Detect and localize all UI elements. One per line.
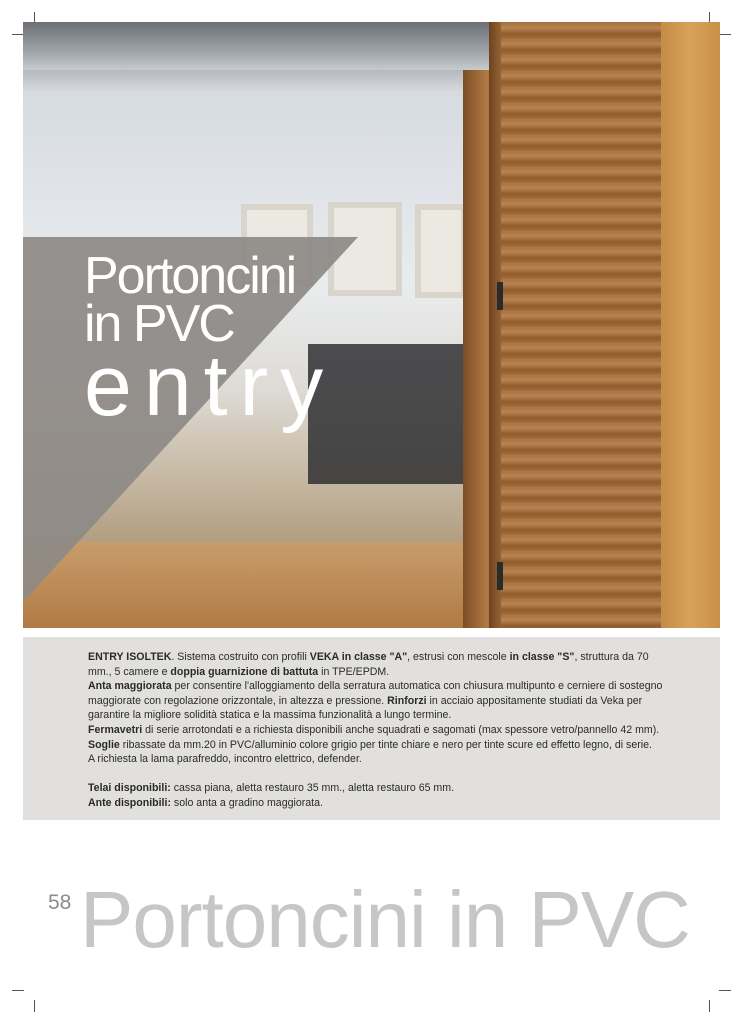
hero-title-line2: in PVC [84, 295, 234, 353]
bold-text: Anta maggiorata [88, 680, 172, 693]
paragraph-system [88, 650, 670, 679]
paragraph-telai [88, 781, 670, 796]
hinge [497, 282, 503, 310]
bold-text: Ante disponibili: [88, 796, 171, 809]
crop-mark [34, 1000, 35, 1012]
text: in TPE/EPDM. [318, 665, 390, 678]
section-title: Portoncini in PVC [80, 875, 690, 964]
crop-mark [12, 990, 24, 991]
bold-text: doppia guarnizione di battuta [170, 665, 319, 678]
awning-rail [23, 70, 493, 92]
crop-mark [719, 990, 731, 991]
paragraph-richiesta [88, 752, 670, 767]
paragraph-fermavetri [88, 723, 670, 738]
text: ribassate da mm.20 in PVC/alluminio colore grigio per tinte chiare e nero per tinte scure ed effetto legno, di serie. [119, 738, 652, 751]
exterior-wall [661, 22, 720, 628]
paragraph-ante [88, 796, 670, 811]
wall-picture [415, 204, 467, 298]
text: di serie arrotondati e a richiesta disponibili anche squadrati e sagomati (max spessore vetro/pannello 42 mm). [142, 723, 660, 736]
text: , struttura da 70 mm., 5 camere e [88, 651, 649, 678]
text: cassa piana, aletta restauro 35 mm., aletta restauro 65 mm. [170, 782, 455, 795]
hinge [497, 562, 503, 590]
hero-title-line1: Portoncini [84, 247, 296, 305]
bold-text: Soglie [88, 738, 120, 751]
crop-mark [719, 34, 731, 35]
text: . Sistema costruito con profili [171, 651, 310, 663]
bold-text: VEKA in classe "A" [309, 651, 408, 663]
description-box [23, 637, 720, 820]
bold-text: Rinforzi [387, 694, 427, 707]
awning [23, 22, 513, 70]
text: in acciaio appositamente studiati da Veka per garantire la migliore solidità statica e la massima funzionalità a lungo termine. [88, 694, 643, 722]
wooden-shutter [501, 22, 661, 628]
paragraph-soglie [88, 738, 670, 753]
bold-text: Fermavetri [88, 723, 143, 736]
bold-text: in classe "S" [509, 651, 575, 663]
text: A richiesta la lama parafreddo, incontro elettrico, defender. [88, 753, 362, 766]
bold-text: ENTRY ISOLTEK [88, 651, 172, 663]
crop-mark [709, 1000, 710, 1012]
page-number: 58 [48, 891, 72, 914]
text: solo anta a gradino maggiorata. [170, 796, 323, 809]
spacer [88, 767, 670, 782]
bold-text: Telai disponibili: [88, 782, 171, 795]
paragraph-anta [88, 679, 670, 723]
hero-title-entry: entry [84, 338, 336, 434]
text: per consentire l'alloggiamento della serratura automatica con chiusura multipunto e cerniere di sostegno maggiorate con regolazione orizzontale, in altezza e pressione. [88, 680, 663, 707]
description-text [88, 650, 670, 811]
text: , estrusi con mescole [407, 651, 510, 663]
